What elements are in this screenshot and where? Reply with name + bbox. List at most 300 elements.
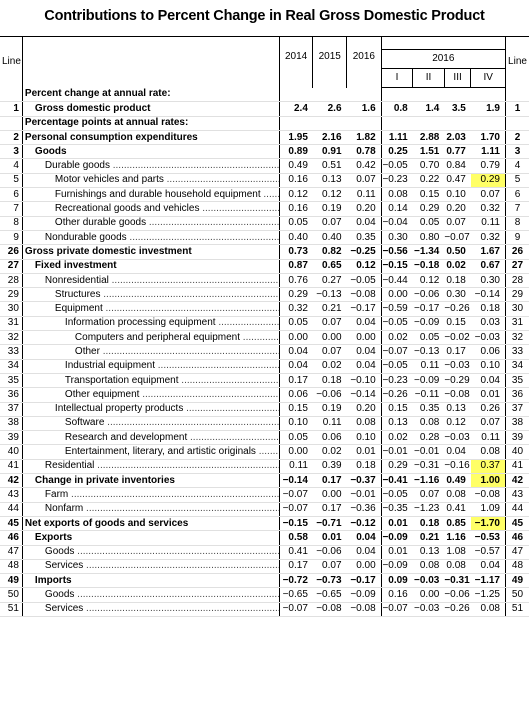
value-cell: 0.17 [313, 474, 347, 488]
row-label: Goods ..... [22, 588, 279, 602]
row-label: Personal consumption expenditures [22, 130, 279, 144]
value-cell: 0.00 [313, 488, 347, 502]
value-cell: 0.07 [313, 345, 347, 359]
value-cell: −0.44 [381, 273, 413, 287]
line-number: 1 [0, 102, 22, 116]
value-cell: 0.08 [471, 602, 506, 616]
value-cell: 0.04 [347, 316, 382, 330]
value-cell: −0.15 [381, 259, 413, 273]
value-cell: 0.85 [444, 516, 471, 530]
line-number: 28 [0, 273, 22, 287]
value-cell: 0.00 [347, 559, 382, 573]
value-cell: −0.10 [347, 373, 382, 387]
value-cell: 3.5 [444, 102, 471, 116]
value-cell: 0.04 [347, 345, 382, 359]
table-row [0, 574, 529, 588]
value-cell [313, 88, 347, 102]
value-cell: −0.05 [381, 488, 413, 502]
value-cell: 0.25 [381, 145, 413, 159]
value-cell: 0.29 [471, 173, 506, 187]
line-number: 45 [0, 516, 22, 530]
row-label: Gross domestic product [22, 102, 279, 116]
row-label: Exports [22, 531, 279, 545]
quarter-spacer [381, 37, 505, 50]
row-label: Nonfarm ..... [22, 502, 279, 516]
value-cell: 0.07 [313, 216, 347, 230]
row-label: Recreational goods and vehicles ..... [22, 202, 279, 216]
table-row [0, 588, 529, 602]
value-cell: 1.16 [444, 531, 471, 545]
value-cell: 0.16 [279, 202, 313, 216]
value-cell: −0.03 [471, 331, 506, 345]
row-label: Goods ..... [22, 545, 279, 559]
table-row [0, 188, 529, 202]
value-cell: 0.08 [381, 188, 413, 202]
line-right-header: Line [505, 37, 529, 88]
value-cell: 0.32 [279, 302, 313, 316]
row-label: Industrial equipment ..... [22, 359, 279, 373]
line-number-right: 3 [505, 145, 529, 159]
value-cell: 0.00 [313, 331, 347, 345]
line-number: 42 [0, 474, 22, 488]
value-cell [413, 88, 445, 102]
line-number-right: 5 [505, 173, 529, 187]
value-cell: 0.02 [313, 445, 347, 459]
value-cell: −1.23 [413, 502, 445, 516]
value-cell: 0.89 [279, 145, 313, 159]
value-cell: 0.65 [313, 259, 347, 273]
value-cell: −0.13 [413, 345, 445, 359]
value-cell: 0.06 [279, 388, 313, 402]
value-cell: 2.03 [444, 130, 471, 144]
table-row [0, 273, 529, 287]
line-number: 37 [0, 402, 22, 416]
value-cell [279, 116, 313, 130]
line-number [0, 88, 22, 102]
value-cell: 0.30 [471, 273, 506, 287]
value-cell: −0.03 [413, 574, 445, 588]
value-cell: −0.65 [313, 588, 347, 602]
value-cell: 0.42 [347, 159, 382, 173]
value-cell: 0.04 [347, 216, 382, 230]
value-cell: 0.05 [413, 331, 445, 345]
value-cell: 1.11 [471, 145, 506, 159]
value-cell: 0.04 [347, 531, 382, 545]
value-cell: 0.11 [347, 188, 382, 202]
value-cell [381, 116, 413, 130]
value-cell: 0.18 [413, 516, 445, 530]
line-number: 34 [0, 359, 22, 373]
value-cell: 0.08 [347, 416, 382, 430]
table-row [0, 416, 529, 430]
row-label: Other equipment ..... [22, 388, 279, 402]
value-cell: −0.01 [413, 445, 445, 459]
line-number-right: 47 [505, 545, 529, 559]
value-cell: 0.87 [279, 259, 313, 273]
value-cell: 0.77 [444, 145, 471, 159]
value-cell: 0.06 [471, 345, 506, 359]
value-cell: −0.31 [444, 574, 471, 588]
quarter-group-header: 2016 [381, 50, 505, 69]
value-cell: −0.08 [444, 388, 471, 402]
value-cell: 0.11 [313, 416, 347, 430]
value-cell: 0.14 [381, 202, 413, 216]
value-cell: 0.07 [471, 188, 506, 202]
value-cell: −0.17 [413, 302, 445, 316]
row-label: Nonresidential ..... [22, 273, 279, 287]
line-number: 48 [0, 559, 22, 573]
value-cell: −0.26 [444, 302, 471, 316]
value-cell: 0.82 [313, 245, 347, 259]
value-cell: −0.31 [413, 459, 445, 473]
value-cell: 1.95 [279, 130, 313, 144]
value-cell: 0.67 [471, 259, 506, 273]
value-cell: −0.06 [313, 388, 347, 402]
value-cell: −0.57 [471, 545, 506, 559]
value-cell: 0.29 [381, 459, 413, 473]
value-cell: −1.25 [471, 588, 506, 602]
value-cell: −0.02 [444, 331, 471, 345]
line-number-right: 48 [505, 559, 529, 573]
value-cell: 0.04 [347, 359, 382, 373]
line-number-right: 36 [505, 388, 529, 402]
value-cell: −0.23 [381, 173, 413, 187]
table-row [0, 288, 529, 302]
line-number: 46 [0, 531, 22, 545]
value-cell: 0.16 [279, 173, 313, 187]
line-number-right [505, 116, 529, 130]
value-cell: −0.08 [347, 602, 382, 616]
value-cell: 0.19 [313, 402, 347, 416]
row-label: Research and development ..... [22, 431, 279, 445]
year-header-2016: 2016 [347, 37, 382, 88]
value-cell: 0.41 [279, 545, 313, 559]
table-row [0, 159, 529, 173]
value-cell: −0.08 [347, 288, 382, 302]
value-cell: 0.21 [413, 531, 445, 545]
table-row [0, 130, 529, 144]
value-cell: 0.08 [413, 559, 445, 573]
line-number: 40 [0, 445, 22, 459]
line-number-right: 1 [505, 102, 529, 116]
value-cell: 0.01 [471, 388, 506, 402]
line-number: 26 [0, 245, 22, 259]
table-row [0, 216, 529, 230]
value-cell: 0.47 [444, 173, 471, 187]
value-cell: −0.03 [444, 431, 471, 445]
value-cell: −0.05 [347, 273, 382, 287]
value-cell [347, 88, 382, 102]
line-number-right: 44 [505, 502, 529, 516]
value-cell: 0.11 [471, 216, 506, 230]
line-number-right: 41 [505, 459, 529, 473]
value-cell: −0.08 [471, 488, 506, 502]
value-cell: 0.17 [279, 559, 313, 573]
table-row [0, 459, 529, 473]
value-cell: −0.05 [381, 359, 413, 373]
line-number: 30 [0, 302, 22, 316]
value-cell: 1.4 [413, 102, 445, 116]
value-cell: 1.11 [381, 130, 413, 144]
value-cell: −0.36 [347, 502, 382, 516]
value-cell: −0.15 [279, 516, 313, 530]
table-row [0, 230, 529, 244]
value-cell: 0.15 [381, 402, 413, 416]
value-cell: 0.01 [381, 545, 413, 559]
value-cell: 0.19 [313, 202, 347, 216]
line-number-right: 6 [505, 188, 529, 202]
value-cell: 0.39 [313, 459, 347, 473]
line-number: 41 [0, 459, 22, 473]
value-cell: 0.07 [313, 559, 347, 573]
line-number: 49 [0, 574, 22, 588]
line-number-right: 31 [505, 316, 529, 330]
value-cell: −0.23 [381, 373, 413, 387]
line-number-right: 29 [505, 288, 529, 302]
value-cell: 0.11 [413, 359, 445, 373]
table-row [0, 431, 529, 445]
table-row [0, 488, 529, 502]
value-cell: 0.00 [279, 445, 313, 459]
line-number: 36 [0, 388, 22, 402]
line-number: 6 [0, 188, 22, 202]
value-cell: 0.76 [279, 273, 313, 287]
line-number-right: 38 [505, 416, 529, 430]
line-number: 39 [0, 431, 22, 445]
value-cell: 0.91 [313, 145, 347, 159]
value-cell: 0.05 [413, 216, 445, 230]
line-number-right: 30 [505, 302, 529, 316]
row-label: Imports [22, 574, 279, 588]
value-cell: 0.05 [279, 431, 313, 445]
line-number: 27 [0, 259, 22, 273]
line-number: 3 [0, 145, 22, 159]
line-number-right: 46 [505, 531, 529, 545]
value-cell: −0.35 [381, 502, 413, 516]
value-cell: 0.02 [381, 431, 413, 445]
value-cell: 0.49 [279, 159, 313, 173]
value-cell: −0.16 [444, 459, 471, 473]
value-cell: 1.09 [471, 502, 506, 516]
value-cell [444, 116, 471, 130]
row-label: Software ..... [22, 416, 279, 430]
row-label: Motor vehicles and parts ..... [22, 173, 279, 187]
row-label: Percent change at annual rate: [22, 88, 279, 102]
table-row [0, 474, 529, 488]
row-label: Fixed investment [22, 259, 279, 273]
value-cell: 2.16 [313, 130, 347, 144]
value-cell: −0.59 [381, 302, 413, 316]
table-row [0, 259, 529, 273]
line-number-right: 50 [505, 588, 529, 602]
row-label: Services ..... [22, 559, 279, 573]
value-cell: 0.20 [347, 402, 382, 416]
value-cell: −1.70 [471, 516, 506, 530]
value-cell [471, 88, 506, 102]
value-cell: 0.32 [471, 202, 506, 216]
value-cell: 0.02 [313, 359, 347, 373]
row-label: Intellectual property products ..... [22, 402, 279, 416]
value-cell: −0.29 [444, 373, 471, 387]
value-cell: −0.25 [347, 245, 382, 259]
value-cell: 0.35 [347, 230, 382, 244]
value-cell [313, 116, 347, 130]
quarter-header-i: I [381, 69, 413, 88]
table-row [0, 331, 529, 345]
table-row [0, 316, 529, 330]
line-number-right: 40 [505, 445, 529, 459]
line-number-right: 7 [505, 202, 529, 216]
value-cell: 0.78 [347, 145, 382, 159]
line-number: 35 [0, 373, 22, 387]
value-cell: 0.04 [444, 445, 471, 459]
line-number-right: 26 [505, 245, 529, 259]
year-header-2015: 2015 [313, 37, 347, 88]
row-label: Goods [22, 145, 279, 159]
year-header-2014: 2014 [279, 37, 313, 88]
table-row [0, 502, 529, 516]
label-header [22, 37, 279, 88]
value-cell: 0.03 [471, 316, 506, 330]
value-cell: 0.73 [279, 245, 313, 259]
line-number: 31 [0, 316, 22, 330]
table-row [0, 402, 529, 416]
table-row [0, 359, 529, 373]
value-cell: −1.17 [471, 574, 506, 588]
row-label: Other ..... [22, 345, 279, 359]
quarter-header-ii: II [413, 69, 445, 88]
value-cell [471, 116, 506, 130]
value-cell: −0.08 [313, 602, 347, 616]
line-number: 32 [0, 331, 22, 345]
line-number: 4 [0, 159, 22, 173]
value-cell: 1.82 [347, 130, 382, 144]
value-cell [381, 88, 413, 102]
value-cell: −0.09 [381, 531, 413, 545]
value-cell: 0.11 [471, 431, 506, 445]
value-cell: 0.80 [413, 230, 445, 244]
value-cell: 0.13 [444, 402, 471, 416]
value-cell: 0.30 [444, 288, 471, 302]
row-label: Net exports of goods and services [22, 516, 279, 530]
value-cell: 0.50 [444, 245, 471, 259]
value-cell: 0.10 [444, 188, 471, 202]
value-cell: −0.07 [381, 345, 413, 359]
value-cell: −0.65 [279, 588, 313, 602]
row-label: Structures ..... [22, 288, 279, 302]
line-number-right: 4 [505, 159, 529, 173]
value-cell: 0.32 [471, 230, 506, 244]
line-number-right: 34 [505, 359, 529, 373]
value-cell: −0.07 [279, 502, 313, 516]
value-cell: 0.12 [347, 259, 382, 273]
value-cell: 2.6 [313, 102, 347, 116]
value-cell: −0.14 [347, 388, 382, 402]
table-row [0, 602, 529, 616]
value-cell: 0.8 [381, 102, 413, 116]
value-cell: 2.88 [413, 130, 445, 144]
value-cell: 0.07 [347, 173, 382, 187]
value-cell: 0.17 [444, 345, 471, 359]
value-cell: −0.06 [413, 288, 445, 302]
value-cell: 0.10 [471, 359, 506, 373]
value-cell: 0.01 [347, 445, 382, 459]
line-number-right: 49 [505, 574, 529, 588]
value-cell: 0.02 [381, 331, 413, 345]
value-cell: 0.18 [347, 459, 382, 473]
value-cell: 0.10 [279, 416, 313, 430]
row-label: Nondurable goods ..... [22, 230, 279, 244]
row-label: Other durable goods ..... [22, 216, 279, 230]
line-number [0, 116, 22, 130]
value-cell: 0.09 [381, 574, 413, 588]
value-cell: 0.21 [313, 302, 347, 316]
value-cell: 0.05 [279, 216, 313, 230]
value-cell: −0.14 [471, 288, 506, 302]
value-cell: 0.13 [413, 545, 445, 559]
value-cell: 0.30 [381, 230, 413, 244]
value-cell: 0.40 [313, 230, 347, 244]
value-cell [444, 88, 471, 102]
table-row [0, 516, 529, 530]
value-cell: −0.07 [279, 602, 313, 616]
line-number-right: 27 [505, 259, 529, 273]
value-cell: 1.70 [471, 130, 506, 144]
value-cell: 2.4 [279, 102, 313, 116]
table-row [0, 145, 529, 159]
value-cell: −0.17 [347, 302, 382, 316]
value-cell [347, 116, 382, 130]
value-cell: 0.01 [381, 516, 413, 530]
line-number: 2 [0, 130, 22, 144]
row-label: Transportation equipment ..... [22, 373, 279, 387]
value-cell: 0.17 [313, 502, 347, 516]
table-body [0, 88, 529, 617]
value-cell: 0.05 [279, 316, 313, 330]
line-number-right: 37 [505, 402, 529, 416]
value-cell: 0.29 [413, 202, 445, 216]
row-label: Farm ..... [22, 488, 279, 502]
value-cell: −0.13 [313, 288, 347, 302]
value-cell: −0.05 [381, 316, 413, 330]
value-cell: −0.01 [347, 488, 382, 502]
value-cell: 1.00 [471, 474, 506, 488]
value-cell: 0.51 [313, 159, 347, 173]
value-cell: −0.09 [413, 373, 445, 387]
line-number-right: 45 [505, 516, 529, 530]
value-cell: −0.72 [279, 574, 313, 588]
value-cell: −1.16 [413, 474, 445, 488]
value-cell: 0.08 [471, 445, 506, 459]
value-cell: 0.26 [471, 402, 506, 416]
table-row [0, 445, 529, 459]
value-cell: 0.29 [279, 288, 313, 302]
value-cell: 0.11 [279, 459, 313, 473]
value-cell: 0.12 [279, 188, 313, 202]
value-cell: 0.04 [279, 345, 313, 359]
value-cell: −0.56 [381, 245, 413, 259]
line-number: 9 [0, 230, 22, 244]
value-cell: 0.58 [279, 531, 313, 545]
value-cell: −0.18 [413, 259, 445, 273]
value-cell: −0.03 [444, 359, 471, 373]
value-cell: 0.13 [313, 173, 347, 187]
value-cell: 0.15 [413, 188, 445, 202]
value-cell: 0.79 [471, 159, 506, 173]
gdp-contributions-table [0, 36, 529, 617]
line-number-right: 39 [505, 431, 529, 445]
value-cell: 0.00 [347, 331, 382, 345]
